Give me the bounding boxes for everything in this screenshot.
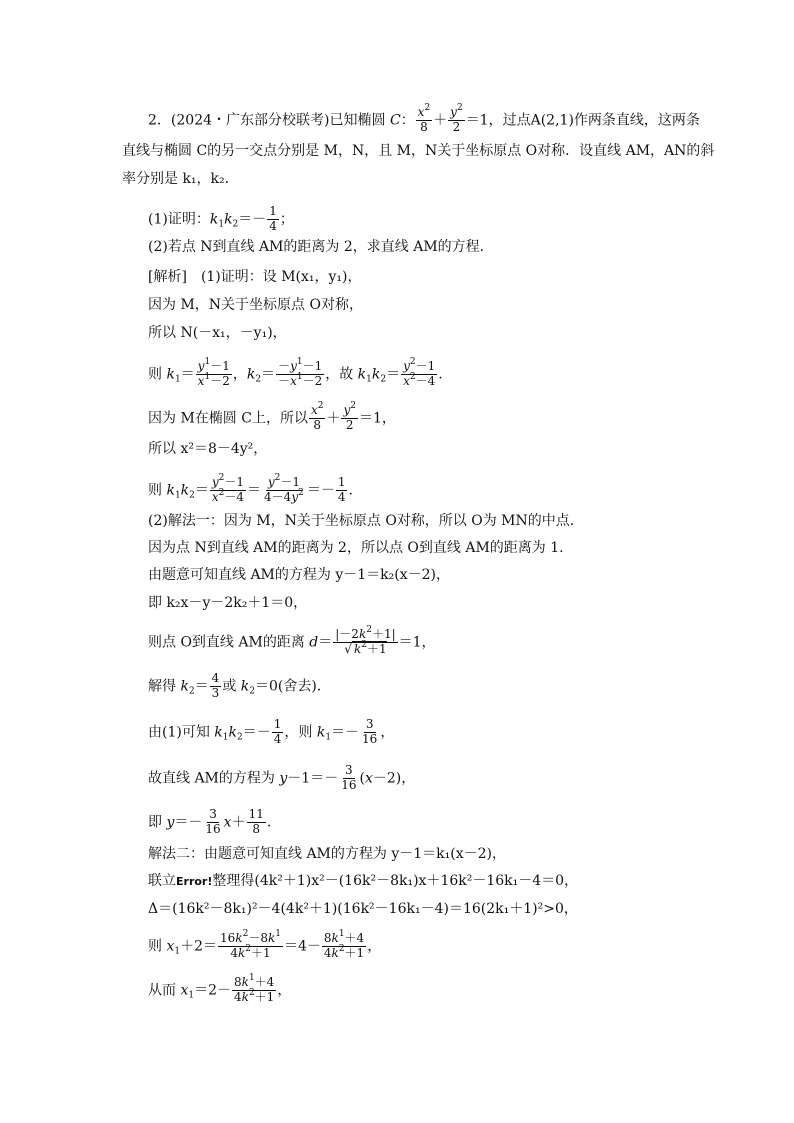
problem-number: 2	[148, 112, 157, 129]
method-2-title: 解法二：由题意可知直线 AM的方程为 y－1＝k₁(x－2)，	[148, 846, 506, 862]
problem-intro-c: 作两条直线，这两条	[573, 112, 700, 129]
method-1-line-3: 由题意可知直线 AM的方程为 y－1＝k₂(x－2)，	[148, 567, 450, 583]
method-2-suffix: 整理得(4k²＋1)x²－(16k²－8k₁)x＋16k²－16k₁－4＝0，	[212, 873, 579, 889]
sum-prefix: 则	[148, 938, 162, 955]
step-7-prefix: 则	[148, 482, 162, 499]
distance-prefix: 则点 O到直线 AM的距离	[148, 634, 305, 651]
problem-line-1: 2．(2024・广东部分校联考)已知椭圆 C： $\frac{x^2}{8}$ ＋ $\frac{y^2}{2}$ ＝1，过点A(2,1)作两条直线，这两条	[148, 103, 700, 134]
method-2-sum: 则 $x_1+2=$ $\frac{16k^2-8k^1}{4k^2+1}$ ＝4－ $\frac{8k^1+4}{4k^2+1}$ ，	[148, 929, 382, 960]
point-a: A(2,1)	[530, 112, 574, 129]
method-1-solve: 解得 $k_2=$ $\frac{4}{3}$ 或 $k_2=0$(舍去)．	[148, 671, 331, 700]
method-1-line-eq: 故直线 AM的方程为 y－1＝－ $\frac{3}{16}$ (x－2)，	[148, 763, 416, 792]
method-2-prefix: 联立	[148, 873, 176, 889]
method-1-distance: 则点 O到直线 AM的距离 d＝ $\frac{|-2k^2+1|}{√ k^2+1}$ ＝1，	[148, 625, 436, 656]
problem-line-3: 率分别是 k₁，k₂.	[122, 171, 230, 187]
method-2-discriminant: Δ＝(16k²－8k₁)²－4(4k²＋1)(16k²－16k₁－4)＝16(2k₁＋1)²>0，	[148, 901, 578, 917]
method-1-result: 即 y＝－ $\frac{3}{16}$ x＋ $\frac{11}{8}$ .	[148, 807, 272, 836]
error-text: Error!	[176, 875, 213, 888]
solve-prefix: 解得	[148, 678, 176, 695]
method-1-line-4: 即 k₂x－y－2k₂＋1＝0，	[148, 595, 308, 611]
problem-line-2: 直线与椭圆 C的另一交点分别是 M，N，且 M，N关于坐标原点 O对称．设直线 AM，AN的斜	[122, 143, 715, 159]
problem-intro: 已知椭圆	[329, 112, 386, 129]
solution-header	[148, 270, 362, 284]
part-2: (2)若点 N到直线 AM的距离为 2，求直线 AM的方程．	[148, 239, 494, 255]
solution-step-7: 则 $k_1k_2=$ $\frac{y^2-1}{x^2-4}$ ＝ $\frac{y^2-1}{4-4y^2}$ ＝－ $\frac{1}{4}$ .	[148, 473, 353, 504]
method-2-x1: 从而 $x_1=2-$ $\frac{8k^1+4}{4k^2+1}$ ，	[148, 973, 292, 1004]
solution-step-3: 所以 N(－x₁，－y₁)，	[148, 325, 287, 341]
k1-prefix: 由(1)可知	[148, 724, 210, 741]
method-2-line-2	[148, 874, 578, 888]
x1-prefix: 从而	[148, 982, 176, 999]
solution-step-6: 所以 x²＝8－4y²，	[148, 441, 268, 457]
solution-step-4: 则 $k_1=$ $\frac{y^1-1}{x^1-2}$ ，$k_2=$ $\frac{-y^1-1}{-x^1-2}$ ，故 $k_1k_2=$ $\frac{y^2-1}{x^2-4}$ .	[148, 357, 443, 388]
part-1: (1)证明：$k_1k_2=-$ $\frac{1}{4}$ ；	[148, 204, 294, 233]
part-1-label: (1)证明：	[148, 211, 210, 228]
step-4-prefix: 则	[148, 366, 162, 383]
problem-intro-b: ，过点	[488, 112, 531, 129]
line-eq-prefix: 故直线 AM的方程为	[148, 770, 275, 787]
solution-step-2: 因为 M，N关于坐标原点 O对称，	[148, 297, 363, 313]
solve-suffix: (舍去)．	[277, 678, 331, 695]
method-1-line-2: 因为点 N到直线 AM的距离为 2，所以点 O到直线 AM的距离为 1.	[148, 540, 564, 556]
solution-step-5: 因为 M在椭圆 C上，所以 $\frac{x^2}{8}$ ＋ $\frac{y^2}{2}$ ＝1，	[148, 401, 396, 432]
solution-step-1: (1)证明：设 M(x₁，y₁)，	[200, 269, 362, 285]
step-5-prefix: 因为 M在椭圆 C上，所以	[148, 410, 308, 427]
method-1-title: (2)解法一：因为 M，N关于坐标原点 O对称，所以 O为 MN的中点．	[148, 513, 584, 529]
method-1-k1: 由(1)可知 $k_1k_2=-$ $\frac{1}{4}$ ，则 $k_1=-$ $\frac{3}{16}$ ，	[148, 717, 395, 746]
problem-source: (2024・广东部分校联考)	[170, 112, 330, 129]
solution-tag: [解析]	[148, 269, 187, 285]
result-prefix: 即	[148, 814, 162, 831]
